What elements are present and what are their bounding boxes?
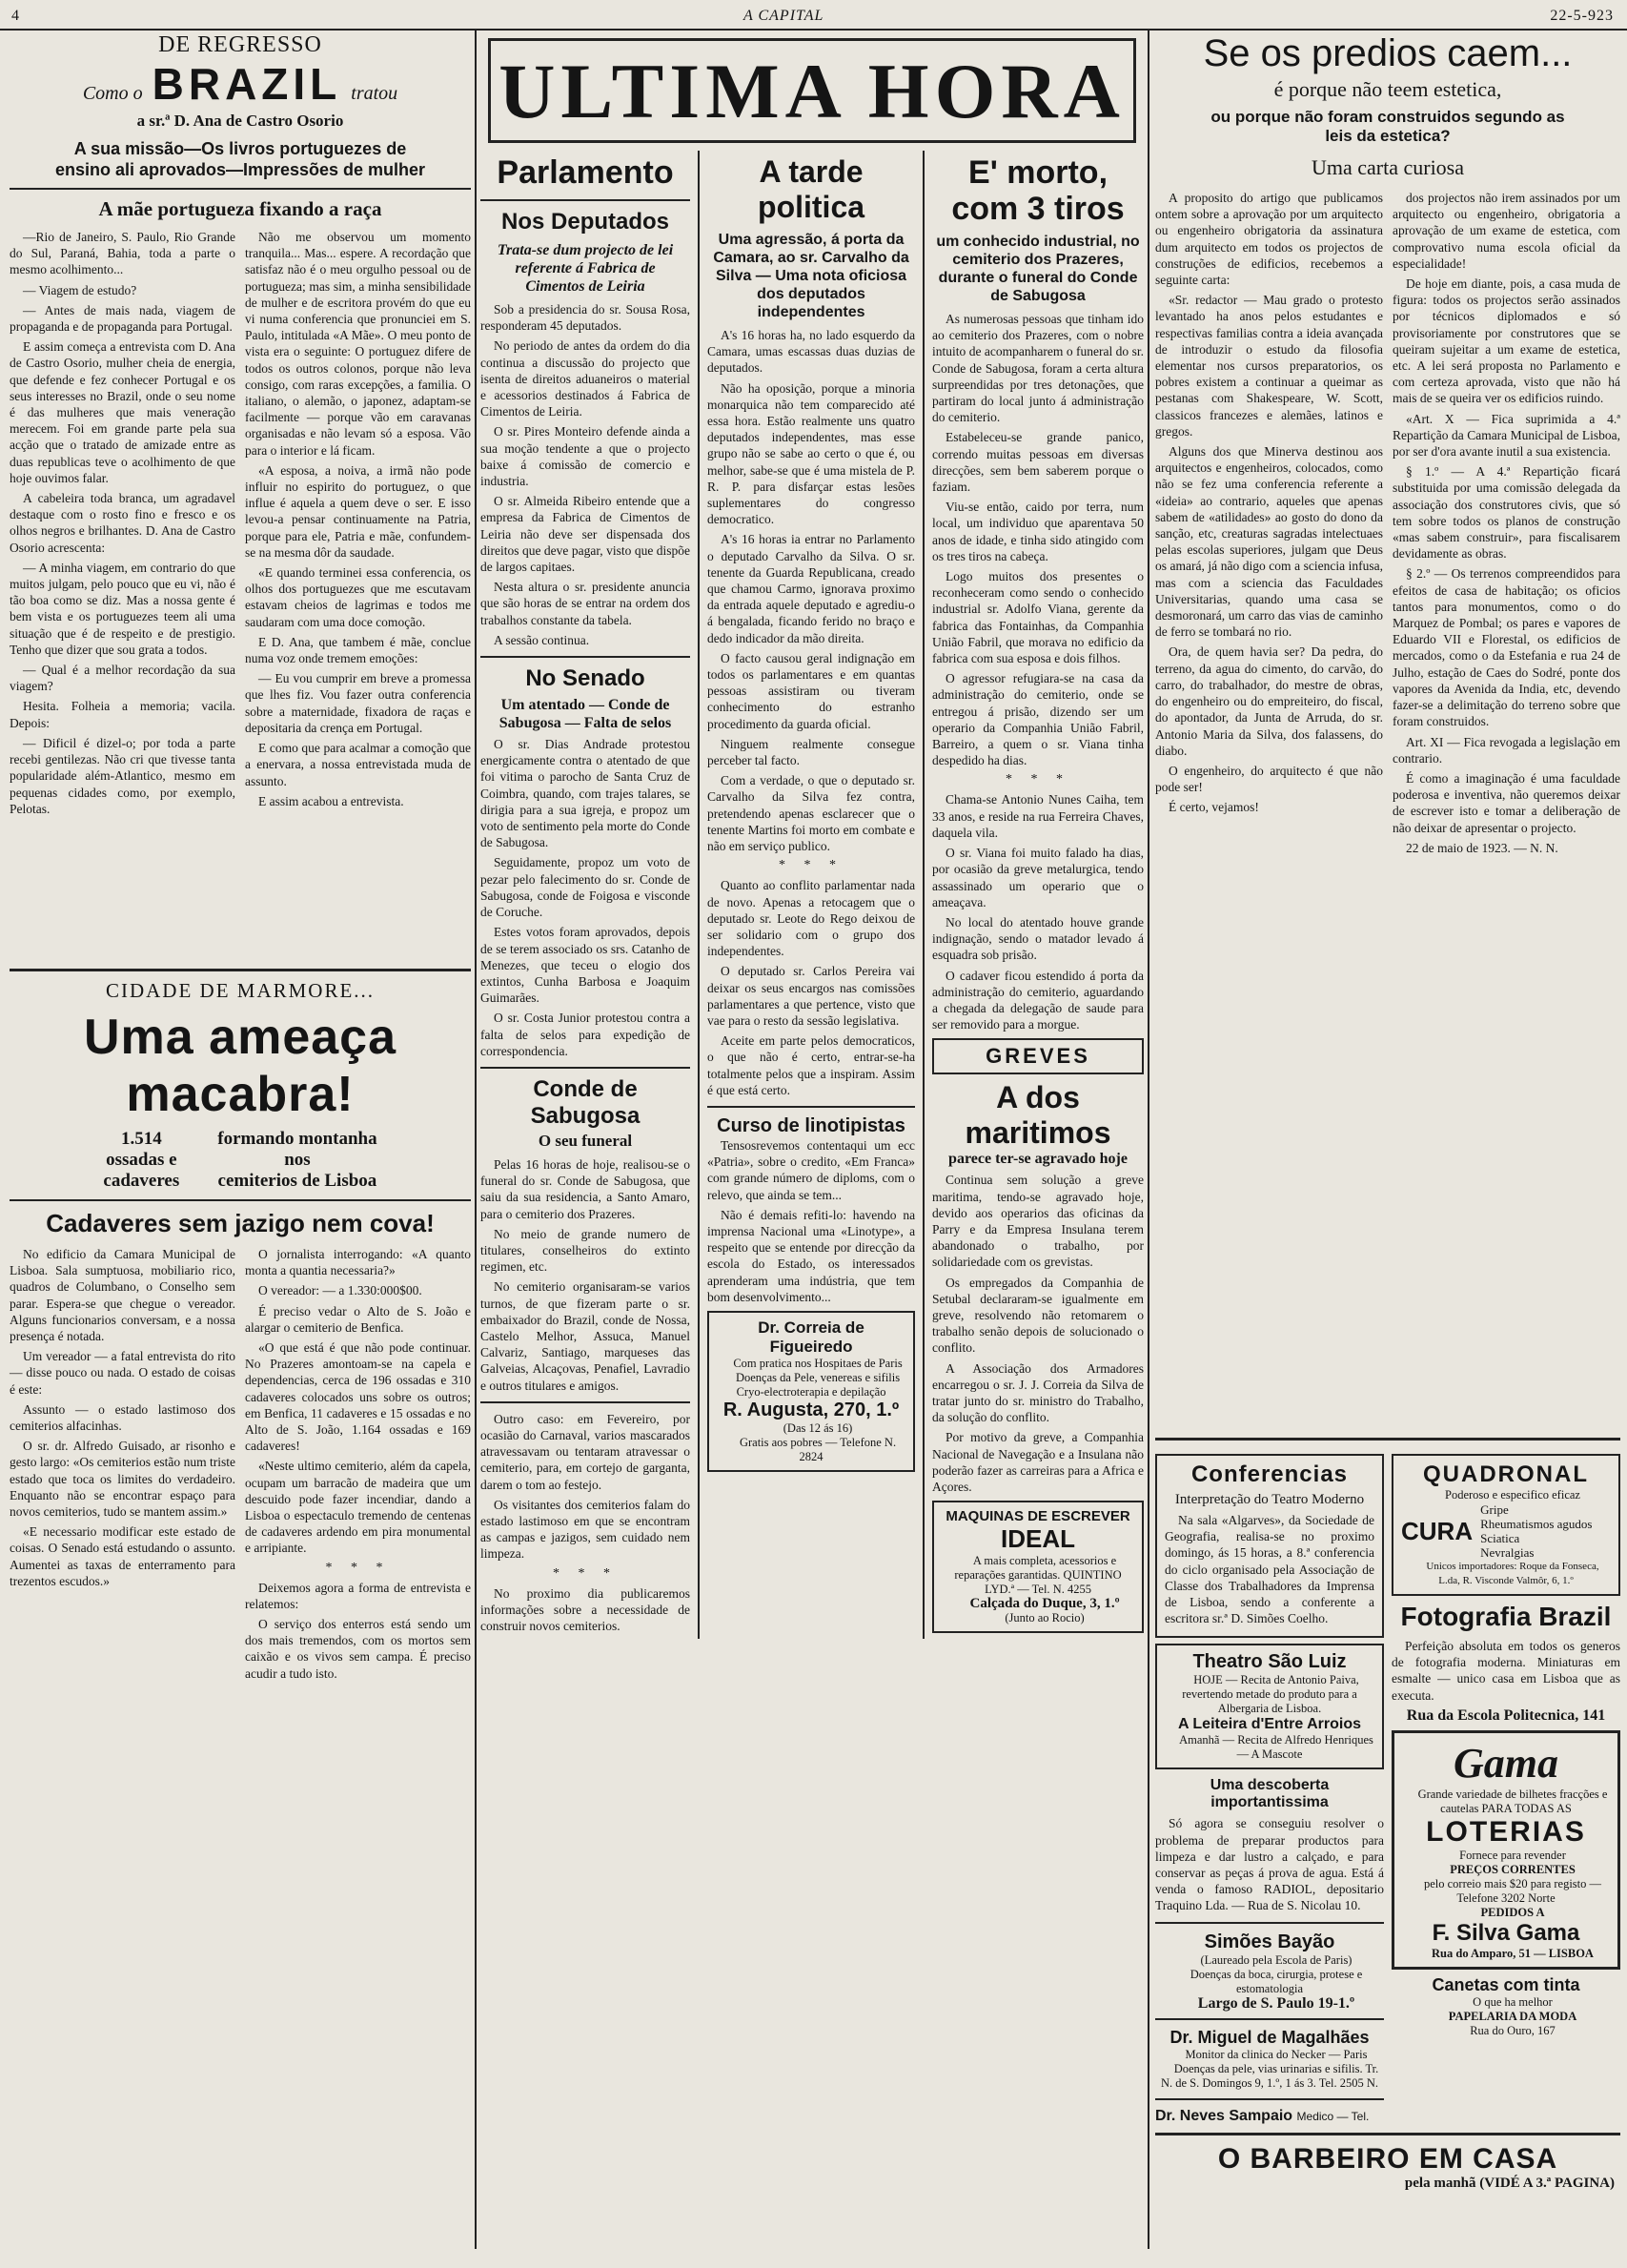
- column-rule: [923, 151, 925, 1639]
- para: O sr. Dias Andrade protestou energicamente contra o atentado de que foi vitima o parocho de Santa Cruz de Coimbra, quando, com trajes talares, se dirigia para a sua igreja, e propoz um voto de sentimento pela morte do Conde de Sabugosa.: [480, 737, 691, 850]
- ad-line: Fornece para revender: [1459, 1848, 1566, 1862]
- divider: [480, 1067, 690, 1069]
- divider: [10, 1199, 471, 1201]
- para: E como que para acalmar a comoção que a enervara, a nossa entrevistada muda de assunto.: [245, 741, 471, 788]
- para: § 2.º — Os terrenos compreendidos para efeitos de casa de habitação; os oficios tantos para monumentos, como o do Marquez de Pombal; os pares e vapores de Eduardo VII e Florestal, os edificios de mercados, como o da Estefania e rua 24 de Julho, estação de Caes do Sodré, ponte dos vapores da Avenida da India, etc, devendo fazer-se a delimitação do terreno sobre que foram construidos.: [1393, 566, 1620, 729]
- stat-number: 1.514: [120, 1129, 162, 1149]
- para: Estes votos foram aprovados, depois de se terem associado os srs. Catanho de Menezes, que teceu o elogio dos extintos, Cunha Barbosa e Joaquim Guimarães.: [480, 925, 691, 1006]
- senado-head: No Senado: [525, 665, 645, 692]
- para: O facto causou geral indignação em todos os parlamentares e em quantas pessoas assistiram ou tiveram conhecimento do estranho procedimento da guarda oficial.: [707, 650, 916, 731]
- ad-line: Unicos importadores: Roque da Fonseca, L.da, R. Visconde Valmôr, 6, 1.º: [1426, 1561, 1599, 1586]
- ads-block: [1155, 1430, 1620, 2192]
- divider: [1155, 1438, 1620, 1440]
- para: Com a verdade, o que o deputado sr. Carvalho da Silva fez contra, pretendendo apenas esclarecer que o tenente Martins foi morto em combate e não em serviço publico.: [707, 773, 916, 854]
- para: No meio de grande numero de titulares, conselheiros do extinto regimen, etc.: [480, 1226, 691, 1275]
- para: Tensosrevemos contentaqui um ecc «Patria», sobre o credito, «Em Franca» com grande número de diploms, com o relevo, que ainda se tem...: [707, 1137, 916, 1202]
- cura-label: CURA: [1401, 1516, 1474, 1545]
- ad-title: Simões Bayão: [1204, 1931, 1335, 1952]
- barbeiro-title: O BARBEIRO EM CASA: [1217, 2142, 1558, 2175]
- sabugosa-sub: O seu funeral: [538, 1131, 633, 1150]
- para: «E quando terminei essa conferencia, os olhos dos portuguezes que me escutavam estavam cheios de lagrimas e todos me saudaram com uma doce comoção.: [245, 565, 471, 629]
- para: Logo muitos dos presentes o reconheceram como sendo o conhecido industrial sr. Adolfo Viana, gerente da fabrica das Fontainhas, da Companhia União Fabril, que morava no edificio da fabrica com sua esposa e dois filhos.: [932, 569, 1144, 666]
- para: O deputado sr. Carlos Pereira vai deixar os seus encargos nas comissões parlamentares a que pertence, visto que vae para o resto da sessão legislativa.: [707, 964, 916, 1028]
- carta-head: Uma carta curiosa: [1311, 155, 1465, 179]
- ad-address: Rua da Escola Politecnica, 141: [1406, 1706, 1606, 1724]
- para: No edificio da Camara Municipal de Lisboa. Sala sumptuosa, mobiliario rico, quadros de Columbano, o Conselho sem parar. Espera-se que chegue o vereador. Alguns funcionarios conversam, e a nossa presença é notada.: [10, 1247, 235, 1344]
- quadronal-box: [1392, 1454, 1620, 1596]
- para: E assim começa a entrevista com D. Ana de Castro Osorio, mulher cheia de energia, que defende e fez conhecer Portugal e os seus interesses no Brazil, onde o seu nome é das mulheres que mais veneração merecem. Foi em grande parte pela sua acção que o tratado de amizade entre as duas republicas teve o acolhimento de que hoje ouvimos falar.: [10, 339, 235, 485]
- para: — A minha viagem, em contrario do que muitos julgam, pelo pouco que eu vi, não é tão boa como se diz. Mas a nossa gente é bem vista e os portuguezes teem ali uma situação que é de respeito e de prestigio. Tenho que dizer que sou grata a todos.: [10, 560, 235, 657]
- para: No local do atentado houve grande indignação, sendo o matador levado á esquadra sob prisão.: [932, 914, 1144, 963]
- ad-line: pelo correio mais $20 para registo — Telefone 3202 Norte: [1423, 1876, 1602, 1905]
- para: No cemiterio organisaram-se varios turnos, de que fizeram parte o sr. embaixador do Brazil, conde de Nossa, Castelo Melhor, Assuca, Manuel Calvariz, Santiago, marqueses das Galveias, Alcaçovas, Penafiel, Lavradio e outros titulares e amigos.: [480, 1279, 691, 1393]
- ad-line: Amanhã — Recita de Alfredo Henriques — A Mascote: [1179, 1733, 1373, 1762]
- teatro-box: [1155, 1644, 1384, 1769]
- ad-line: Monitor da clinica do Necker — Paris: [1185, 2047, 1368, 2061]
- para: É como a imaginação é uma faculdade poderosa e inventiva, não queremos deixar de escrever isto e tomar a deliberação de não deixar de apresentar o projecto.: [1393, 770, 1620, 835]
- ad-line: (Laureado pela Escola de Paris): [1200, 1952, 1352, 1967]
- ad-line: Gratis aos pobres — Telefone N. 2824: [739, 1435, 897, 1463]
- ad-title: Dr. Miguel de Magalhães: [1169, 2027, 1370, 2047]
- ad-address: Rua do Amparo, 51 — LISBOA: [1432, 1946, 1594, 1960]
- right-block: [1155, 32, 1620, 860]
- col-morto: [932, 151, 1144, 1639]
- para: E assim acabou a entrevista.: [258, 793, 404, 808]
- column-rule: [475, 29, 477, 2249]
- ad-line: Doenças da pele, vias urinarias e sifilis. Tr. N. de S. Domingos 9, 1.º, 1 ás 3. Tel. 2505 N.: [1160, 2061, 1379, 2090]
- jazigo-article: [10, 1246, 471, 1686]
- para: «E necessario modificar este estado de coisas. O Senado está estudando o assunto. Aumentei as taxas de enterramento para trezentos escudos.»: [10, 1524, 235, 1588]
- ad-line: O que ha melhor: [1473, 1994, 1553, 2009]
- para: Só agora se conseguiu resolver o problema de preparar productos para limpeza e dar lustro a calçado, e para conservar as peças á prova de agua. Está á venda o famoso RADIOL, depositario Traquino Lda. — Rua de S. Nicolau 10.: [1155, 1816, 1384, 1913]
- stats-left: [103, 1129, 179, 1192]
- subhead: A mãe portugueza fixando a raça: [98, 197, 382, 220]
- ad-maquinas: [932, 1501, 1144, 1633]
- ornament: * * *: [1006, 772, 1071, 787]
- para: No proximo dia publicaremos informações sobre a necessidade de construir novos cemiterios.: [480, 1585, 691, 1633]
- para: O agressor refugiara-se na casa da administração do cemiterio, onde se entregou á prisão, dizendo ser um operario da Companhia União Fabril, Barreiro, a quem o sr. Viana tinha despedido ha dias.: [932, 671, 1144, 768]
- marmore-block: [10, 961, 471, 1686]
- para: —Rio de Janeiro, S. Paulo, Rio Grande do Sul, Paraná, Bahia, toda a parte o mesmo acolhimento...: [10, 230, 235, 277]
- para: Assunto — o estado lastimoso dos cemiterios alfacinhas.: [10, 1401, 235, 1434]
- neves-ad: [1155, 2108, 1384, 2125]
- ad-line: HOJE — Recita de Antonio Paiva, revertendo metade do produto para a Albergaria de Lisboa.: [1182, 1673, 1359, 1716]
- para: O sr. Pires Monteiro defende ainda a sua moção tendente a que o projecto baixe á comissão de comercio e industria.: [480, 424, 691, 489]
- article-regresso: [10, 229, 471, 821]
- para: dos projectos não irem assinados por um arquitecto ou engenheiro, obrigatoria a aprovação de um exame de estetica, com comprovativo numa escola oficial da especialidade!: [1393, 191, 1620, 271]
- curso-head: Curso de linotipistas: [717, 1114, 905, 1136]
- para: O sr. dr. Alfredo Guisado, ar risonho e gesto largo: «Os cemiterios estão num triste estado que toca os limites do verdadeiro. Enquanto não se encontrar espaço para novos cemiterios, tudo se mantem assim.»: [10, 1439, 235, 1520]
- tarde-headline: A tarde politica: [758, 154, 865, 224]
- ads-columns: [1155, 1448, 1620, 2125]
- ads-col-a: [1155, 1448, 1384, 2125]
- ill: Rheumatismos agudos: [1480, 1517, 1593, 1531]
- article-col-a: [10, 1246, 235, 1686]
- para: Um vereador — a fatal entrevista do rito — disse pouco ou nada. O estado de coisas é este:: [10, 1349, 235, 1397]
- stat-text: formando montanha: [217, 1129, 377, 1149]
- ad-line: PAPELARIA DA MODA: [1448, 2009, 1577, 2023]
- para: Pelas 16 horas de hoje, realisou-se o funeral do sr. Conde de Sabugosa, que saiu da sua residencia, a Santo Amaro, para o cemiterio dos Prazeres.: [480, 1156, 691, 1221]
- paper-name: A CAPITAL: [743, 8, 824, 24]
- para: «A esposa, a noiva, a irmã não pode influir no espirito do portuguez, o que influe é aquela a quem deve o ser. E isso levou-a pensar continuamente na Patria, porque para ele, Patria e mãe, confundem-se na mesma dôr da saudade.: [245, 462, 471, 560]
- ad-address: Calçada do Duque, 3, 1.º: [969, 1596, 1120, 1612]
- ad-loterias: LOTERIAS: [1426, 1815, 1586, 1848]
- para: Deixemos agora a forma de entrevista e relatemos:: [245, 1580, 471, 1611]
- ad-title: MAQUINAS DE ESCREVER: [946, 1508, 1130, 1525]
- headline-pre: Como o: [82, 83, 143, 104]
- ad-line: Poderoso e especifico eficaz: [1445, 1488, 1580, 1502]
- ad-line: Grande variedade de bilhetes fracções e cautelas PARA TODAS AS: [1417, 1787, 1608, 1815]
- ad-title: Theatro São Luiz: [1192, 1651, 1347, 1673]
- divider: [10, 969, 471, 971]
- ad-line: Com pratica nos Hospitaes de Paris: [733, 1356, 903, 1370]
- divider: [707, 1106, 915, 1108]
- morto-deck: um conhecido industrial, no cemiterio dos Prazeres, durante o funeral do Conde de Sabugosa: [936, 234, 1140, 304]
- para: «Art. X — Fica suprimida a 4.ª Repartição da Camara Municipal de Lisboa, por ser d'ora avante inutil a sua existencia.: [1393, 411, 1620, 460]
- ad-line: PEDIDOS A: [1480, 1905, 1545, 1919]
- gama-box: [1392, 1730, 1620, 1970]
- ill: Sciatica: [1480, 1531, 1520, 1545]
- page-number: 4: [11, 8, 20, 24]
- byline: a sr.ª D. Ana de Castro Osorio: [136, 112, 344, 130]
- ad-title: Conferencias: [1190, 1461, 1349, 1487]
- ad-line: A mais completa, acessorios e reparações garantidas. QUINTINO LYD.ª — Tel. N. 4255: [954, 1554, 1122, 1597]
- stat-text: cadaveres: [103, 1171, 180, 1191]
- marmore-kicker: CIDADE DE MARMORE...: [105, 979, 376, 1002]
- para: Outro caso: em Fevereiro, por ocasião do Carnaval, varios mascarados atravessavam ou tentaram atravessar o cemiterio, para, em cortejo de garganta, darem o tom ao festejo.: [480, 1411, 691, 1492]
- ad-sub: Interpretação do Teatro Moderno: [1174, 1492, 1365, 1507]
- jazigo-headline: Cadaveres sem jazigo nem cova!: [46, 1209, 435, 1237]
- brazil-headline: [10, 58, 471, 110]
- para: O engenheiro, do arquitecto é que não pode ser!: [1155, 763, 1383, 795]
- divider: [480, 1401, 690, 1403]
- para: Seguidamente, propoz um voto de pezar pelo falecimento do sr. Conde de Sabugosa, conde de Foigosa e visconde de Coruche.: [480, 855, 691, 920]
- senado-deck: Um atentado — Conde de Sabugosa — Falta de selos: [498, 697, 672, 732]
- article-col-a: [10, 229, 235, 821]
- tarde-deck: Uma agressão, á porta da Camara, ao sr. Carvalho da Silva — Uma nota oficiosa dos deputados independentes: [713, 232, 909, 320]
- para: No periodo de antes da ordem do dia continua a discussão do projecto que isenta de direitos aduaneiros o material e acessorios destinados á Fabrica de Cimentos de Leiria.: [480, 338, 691, 419]
- article-col-b: [1393, 190, 1620, 860]
- stats-block: [10, 1129, 471, 1192]
- ad-name: F. Silva Gama: [1432, 1919, 1580, 1946]
- para: § 1.º — A 4.ª Repartição ficará substituida por uma comissão delegada da associação dos construtores civis, que só tem sobre todos os planos de construção «mas sabem construir», para fiscalisarem devidamente as obras.: [1393, 464, 1620, 562]
- deputados-head: Nos Deputados: [501, 209, 670, 235]
- conferencias-box: [1155, 1454, 1384, 1638]
- predios-headline: Se os predios caem...: [1203, 32, 1573, 74]
- greves-head: GREVES: [986, 1044, 1090, 1069]
- barbeiro-foot: pela manhã (VIDÉ A 3.ª PAGINA): [1404, 2175, 1615, 2191]
- para: Os visitantes dos cemiterios falam do estado lastimoso em que se encontram as campas e jazigos, sem cuidado nem limpeza.: [480, 1497, 691, 1562]
- ad-play: A Leiteira d'Entre Arroios: [1178, 1716, 1361, 1733]
- para: Art. XI — Fica revogada a legislação em contrario.: [1393, 734, 1620, 766]
- ad-title: Uma descoberta importantissima: [1210, 1777, 1330, 1811]
- article-col-b: [245, 229, 471, 821]
- para: Os empregados da Companhia de Setubal declararam-se igualmente em greve, resolvendo não retomarem o trabalho senão depois de solucionado o conflito.: [932, 1275, 1144, 1356]
- article-col-b: [245, 1246, 471, 1686]
- para: Ora, de quem havia ser? Da pedra, do terreno, da agua do cimento, do carvão, do carro, do trabalhador, do mestre de obras, do engenheiro ou do empreiteiro, do fiscal, do apontador, da Junta de Arruda, do sr. Antonio Maria da Silva, dos falassens, do diabo.: [1155, 644, 1383, 758]
- quadronal-list: [1401, 1502, 1611, 1560]
- ad-address: R. Augusta, 270, 1.º: [722, 1399, 900, 1420]
- para: A Associação dos Armadores encarregou o sr. J. J. Correia da Silva de tratar junto do sr. ministro do Trabalho, da solução do conflito.: [932, 1360, 1144, 1425]
- masthead-title: ULTIMA HORA: [498, 48, 1126, 134]
- para: Não me observou um momento tranquila... Mas... espere. A recordação que satisfaz não é o meu orgulho pessoal ou de portugueza; mas sim, a minha sensibilidade de mulher e de escritora provém do que eu vi numa conferencia que pronunciei em S. Paulo, intitulada «A Mãe». O meu ponto de vista era o seguinte: O portuguez difere de todos os outros colonos, porque não leva consigo, com raras excepções, a familia. O italiano, o alemão, o japonez, adaptam-se facilmente — porque vão em caravanas organisadas e não levam só a esposa. Vão para o interior e lá ficam.: [245, 230, 471, 458]
- para: — Dificil é dizel-o; por toda a parte recebi gentilezas. Não cri que tivesse tanta popularidade além-Atlantico, mesmo em pequenas cidades como, por exemplo, Pelotas.: [10, 735, 235, 816]
- para: A's 16 horas ia entrar no Parlamento o deputado Carvalho da Silva. O sr. tenente da Guarda Republicana, creado que chamou Carmo, ignorava proximo da entrada aquele deputado e agrediu-o á bengalada, ficando ferido no braço e dedo indicador da mão direita.: [707, 532, 916, 645]
- ad-title: Canetas com tinta: [1432, 1974, 1580, 1994]
- para: O cadaver ficou estendido á porta da administração do cemiterio, aguardando a chegada da delegação de saude para ser removido para a morgue.: [932, 968, 1144, 1032]
- para: Aceite em parte pelos democraticos, o que não é certo, entrar-se-ha totalmente pelos que a inspiram. Assim é que está certo.: [707, 1033, 916, 1097]
- issue-date: 22-5-923: [1550, 8, 1614, 24]
- morto-headline: E' morto, com 3 tiros: [951, 154, 1125, 227]
- para: «Neste ultimo cemiterio, além da capela, ocupam um barracão de madeira que um descuido pode fazer incendiar, dando a Lisboa o espectaculo tremendo de centenas de cadaveres ardendo em pira monumental e arripiante.: [245, 1459, 471, 1556]
- para: Continua sem solução a greve maritima, tendo-se agravado hoje, devido aos operarios das oficinas da Parry e da Empresa Insulana terem abandonado o trabalho, por solidariedade com os grevistas.: [932, 1173, 1144, 1270]
- para: As numerosas pessoas que tinham ido ao cemiterio dos Prazeres, com o nobre intuito de acompanharem o funeral do sr. Conde de Sabugosa, foram a certa altura surpreendidas por tres detonações, que partiram do local junto á administração do cemiterio.: [932, 312, 1144, 425]
- stats-right: [217, 1129, 376, 1192]
- para: O sr. Viana foi muito falado ha dias, por ocasião da greve metalurgica, tendo assassinado um operario que o ameaçava.: [932, 846, 1144, 909]
- col-parlamento: [480, 151, 690, 1639]
- middle-block: [480, 32, 1144, 1639]
- para: — Qual é a melhor recordação da sua viagem?: [10, 663, 235, 694]
- parlamento-headline: Parlamento: [497, 154, 674, 191]
- para: O jornalista interrogando: «A quanto monta a quantia necessaria?»: [245, 1247, 471, 1278]
- marmore-headline: Uma ameaça macabra!: [84, 1010, 397, 1122]
- divider: [480, 656, 690, 658]
- ad-line: (Das 12 ás 16): [783, 1420, 853, 1435]
- ad-title: Dr. Correia de Figueiredo: [758, 1318, 864, 1356]
- para: Chama-se Antonio Nunes Caiha, tem 33 anos, e reside na rua Ferreira Chaves, daquela vila.: [932, 792, 1144, 840]
- col-tarde: [707, 151, 915, 1639]
- para: — Viagem de estudo?: [23, 282, 137, 297]
- para: É certo, vejamos!: [1169, 800, 1259, 815]
- para: Quanto ao conflito parlamentar nada de novo. Apenas a retocagem que o deputado sr. Leote do Rego deixou de ser solidario com o grupo dos independentes.: [707, 878, 916, 959]
- divider: [1155, 2133, 1620, 2135]
- greves-box: [932, 1038, 1144, 1074]
- para: A sessão continua.: [494, 632, 590, 647]
- para: 22 de maio de 1923. — N. N.: [1406, 840, 1558, 855]
- maritimos-head: A dos maritimos: [965, 1080, 1111, 1151]
- masthead-box: [488, 38, 1136, 143]
- stat-text: nos: [284, 1150, 311, 1170]
- stat-text: cemiterios de Lisboa: [217, 1171, 377, 1191]
- predios-sub: é porque não teem estetica,: [1273, 77, 1502, 101]
- headline-post: tratou: [351, 83, 398, 104]
- deputados-deck: Trata-se dum projecto de lei referente á Fabrica de Cimentos de Leiria: [497, 242, 674, 295]
- ad-title: QUADRONAL: [1423, 1461, 1589, 1487]
- para: Hesita. Folheia a memoria; vacila. Depois:: [10, 699, 235, 730]
- para: Ninguem realmente consegue perceber tal facto.: [707, 736, 916, 768]
- para: O sr. Almeida Ribeiro entende que a empresa da Fabrica de Cimentos de Leiria não deve ser dispensada dos direitos que deve pagar, visto que dispõe de largos capitaes.: [480, 494, 691, 575]
- para: O sr. Costa Junior protestou contra a falta de selos para expedição de correspondencia.: [480, 1011, 691, 1058]
- divider: [480, 199, 690, 201]
- para: Estabeleceu-se grande panico, correndo muitas pessoas em diversas direcções, sem bem saberem porque o faziam.: [932, 430, 1144, 495]
- ill: Gripe: [1480, 1502, 1509, 1517]
- ad-title: Fotografia Brazil: [1400, 1602, 1612, 1631]
- ad-line: PREÇOS CORRENTES: [1450, 1862, 1576, 1876]
- para: «Sr. redactor — Mau grado o protesto levantado ha anos pelos estudantes e respectivas familias contra a ideia avançada de introduzir o estudo da filosofia elementar nos cursos preparatorios, os pobres existem a continuar a queimar as pestanas com Shakespeare, W. Scott, classicos francezes e alemães, latinos e gregos.: [1155, 293, 1383, 439]
- ad-correia: [707, 1311, 915, 1472]
- ad-line: Rua do Ouro, 167: [1470, 2023, 1556, 2037]
- predios-article: [1155, 190, 1620, 860]
- para: Nesta altura o sr. presidente anuncia que são horas de se entrar na ordem dos trabalhos constante da tabela.: [480, 580, 691, 627]
- article-col-a: [1155, 190, 1383, 860]
- ad-line: Doenças da Pele, venereas e sifilis Cryo-electroterapia e depilação: [735, 1370, 901, 1399]
- para: Viu-se então, caido por terra, num local, um individuo que aparentava 50 anos de idade, e tinha sido atingido com os tres tiros na cabeça.: [932, 500, 1144, 563]
- ad-address: Largo de S. Paulo 19-1.º: [1197, 1994, 1355, 2012]
- maritimos-deck: parece ter-se agravado hoje: [948, 1151, 1128, 1168]
- sabugosa-head: Conde de Sabugosa: [530, 1075, 641, 1129]
- para: O serviço dos enterros está sendo um dos mais tremendos, com os mortos sem caixão e os vivos sem campa. É preciso acudir a tudo isto.: [245, 1617, 471, 1681]
- para: Na sala «Algarves», da Sociedade de Geografia, realisa-se no proximo domingo, ás 15 horas, a 8.ª conferencia do ciclo organisado pela Associação de Classe dos Trabalhadores da Imprensa de Lisboa, sendo a conferente a escritora sr.ª D. Simões Coelho.: [1165, 1513, 1374, 1626]
- para: — Antes de mais nada, viagem de propaganda e de propaganda para Portugal.: [10, 302, 235, 335]
- ads-col-b: [1392, 1448, 1620, 2125]
- ad-line: (Junto ao Rocio): [1005, 1611, 1085, 1625]
- deck: A sua missão—Os livros portuguezes de ensino ali aprovados—Impressões de mulher: [54, 139, 426, 179]
- ornament: * * *: [553, 1565, 619, 1581]
- ornament: * * *: [779, 858, 844, 873]
- ill: Nevralgias: [1480, 1545, 1535, 1560]
- left-block: [10, 32, 471, 821]
- page-header: [0, 4, 1627, 31]
- para: Alguns dos que Minerva destinou aos arquitectos e engenheiros, colocados, como não se fez uma conferencia referente a «ideia» ao contrario, aqueles que apenas sabem de «atilidades» ao gosto do dono da sanção, etc, creaturas sagradas intelectuaes pelas escolas superiores, julgam que Deus os amará, já não digo com a sciencia infusa, mas com a sciencia das Faculdades Universitarias, quando uma casa se desmoronará, um carro das vias de caminho de ferro se tombará no rio.: [1155, 444, 1383, 640]
- ad-line: Doenças da boca, cirurgia, protese e estomatologia: [1190, 1967, 1363, 1995]
- para: É preciso vedar o Alto de S. João e alargar o cemiterio de Benfica.: [245, 1303, 471, 1335]
- column-rule: [698, 151, 700, 1639]
- ornament: * * *: [325, 1560, 391, 1575]
- middle-columns: [480, 151, 1144, 1639]
- para: «O que está é que não pode continuar. No Prazeres amontoam-se na capela e dependencias, cerca de 196 ossadas e 310 cadaveres colocados uns sobre os outros; em Benfica, 11 cadaveres e 15 ossadas e no Alto de S. João, 1.164 ossadas e 169 cadaveres!: [245, 1340, 471, 1454]
- para: A's 16 horas ha, no lado esquerdo da Camara, umas escassas duas duzias de deputados.: [707, 328, 916, 376]
- para: Não ha oposição, porque a minoria monarquica não tem comparecido até essa hora. Estão realmente uns quatro deputados independentes, mas esse grupo não se sabe ao certo o que é, ou melhor, sabe-se que é uma mistela de P. R. P. para disfarçar estas lesões suplementares do congresso democratico.: [707, 380, 916, 527]
- ills-list: [1480, 1502, 1592, 1560]
- predios-deck: ou porque não foram construidos segundo as leis da estetica?: [1210, 108, 1565, 145]
- column-rule: [1148, 29, 1149, 2249]
- para: O vereador: — a 1.330:000$00.: [258, 1283, 422, 1298]
- ad-brand: IDEAL: [1001, 1524, 1076, 1554]
- headline-big: BRAZIL: [152, 59, 342, 109]
- para: De hoje em diante, pois, a casa muda de figura: todos os projectos serão assinados por técnicos diplomados e só provisoriamente por construtores que se queiram sujeitar a um exame de estetica, etc. A lei será proposta no Parlamento e com certeza aprovada, visto que não há mais de se queira ver os edificios ruindo.: [1393, 276, 1620, 406]
- stat-text: ossadas e: [106, 1150, 177, 1170]
- para: A cabeleira toda branca, um agradavel destaque com o rosto fino e fresco e os olhos negros e brilhantes. D. Ana de Castro Osorio acrescenta:: [10, 491, 235, 555]
- divider: [1155, 2018, 1384, 2020]
- ad-line: Medico — Tel.: [1296, 2109, 1370, 2123]
- ad-title: Gama: [1454, 1739, 1558, 1787]
- para: E D. Ana, que tambem é mãe, conclue numa voz onde tremem emoções:: [245, 634, 471, 666]
- ad-title: Dr. Neves Sampaio: [1155, 2107, 1293, 2124]
- para: — Eu vou cumprir em breve a promessa que lhes fiz. Vou fazer outra conferencia sobre a maternidade, fixadora de raças e depositaria da crença em Portugal.: [245, 671, 471, 735]
- para: Perfeição absoluta em todos os generos de fotografia moderna. Miniaturas em esmalte — unico casa em Lisboa que as executa.: [1392, 1639, 1620, 1703]
- kicker-regresso: DE REGRESSO: [158, 32, 322, 57]
- para: Não é demais refiti-lo: havendo na imprensa Nacional uma «Linotype», a respeito que se entende por direcção da escola do Estado, os interessados aprenderam uma indústria, que tem bom desenvolvimento...: [707, 1207, 916, 1304]
- divider: [10, 188, 471, 190]
- para: A proposito do artigo que publicamos ontem sobre a aprovação por um arquitecto ou engenheiro obrigatoria da assinatura dum arquitecto em todos os projectos de construções de edificios, recebemos a seguinte carta:: [1155, 191, 1383, 288]
- para: Sob a presidencia do sr. Sousa Rosa, responderam 45 deputados.: [480, 302, 691, 334]
- divider: [1155, 2098, 1384, 2100]
- para: Por motivo da greve, a Companhia Nacional de Navegação e a Insulana não poderão fazer as carreiras para a Africa e Açores.: [932, 1430, 1144, 1494]
- divider: [1155, 1922, 1384, 1924]
